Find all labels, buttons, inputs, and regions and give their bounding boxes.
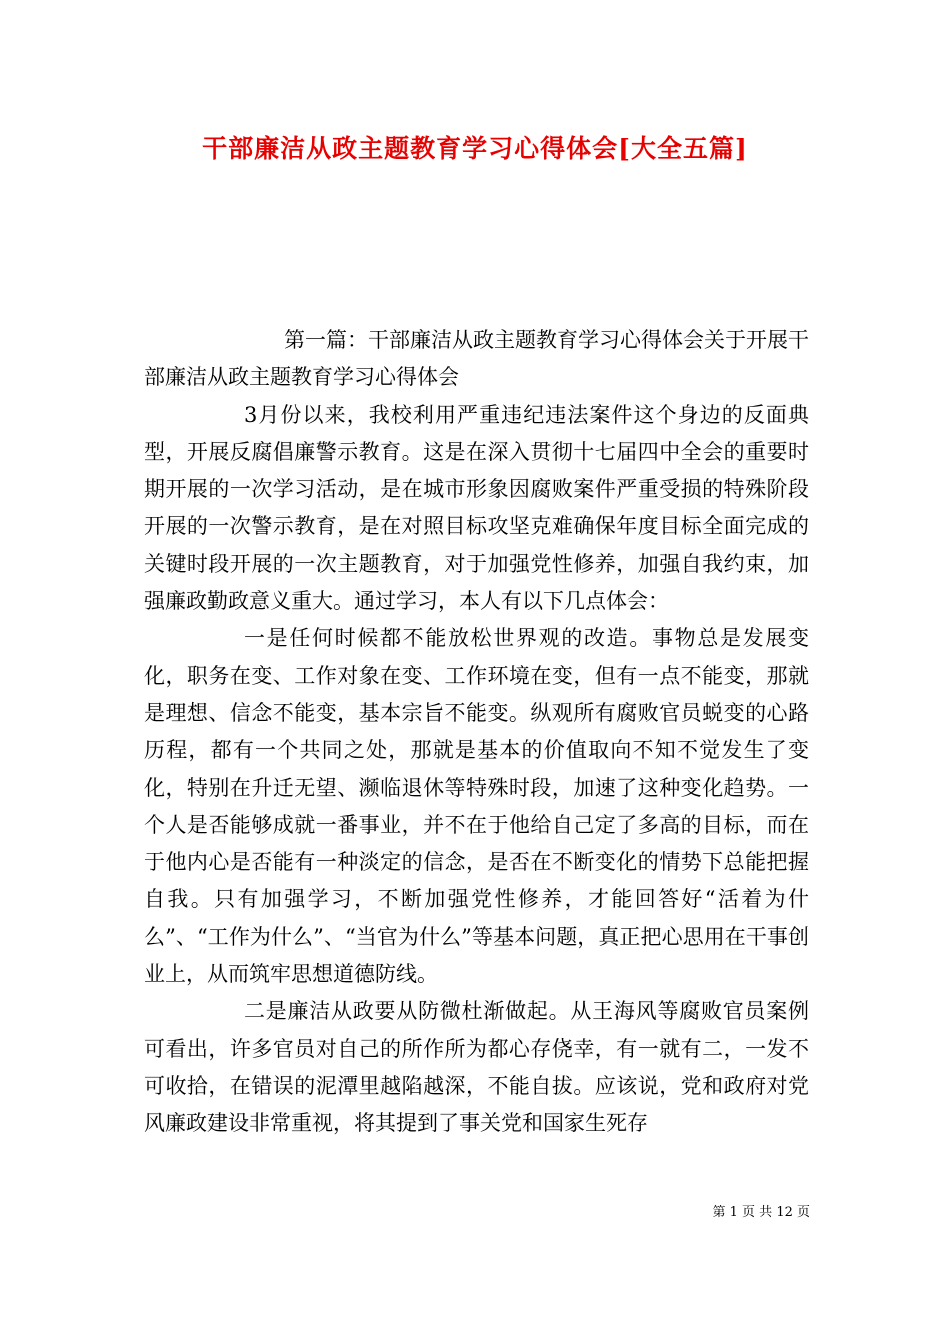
paragraph-point-two: 二是廉洁从政要从防微杜渐做起。从王海风等腐败官员案例可看出，许多官员对自己的所作所为都心存侥幸，有一就有二，一发不可收拾，在错误的泥潭里越陷越深，不能自拔。应该说，党和政府对党风廉政建设非常重视，将其提到了事关党和国家生死存 — [144, 999, 809, 1136]
paragraph-intro: 3月份以来，我校利用严重违纪违法案件这个身边的反面典型，开展反腐倡廉警示教育。这是在深入贯彻十七届四中全会的重要时期开展的一次学习活动，是在城市形象因腐败案件严重受损的特殊阶段开展的一次警示教育，是在对照目标攻坚克难确保年度目标全面完成的关键时段开展的一次主题教育，对于加强党性修养，加强自我约束，加强廉政勤政意义重大。通过学习，本人有以下几点体会： — [144, 402, 809, 614]
page-number: 第 1 页 共 12 页 — [712, 1205, 810, 1220]
document-title: 干部廉洁从政主题教育学习心得体会[大全五篇] — [202, 134, 748, 163]
document-body — [144, 322, 809, 1143]
paragraph-heading: 第一篇：干部廉洁从政主题教育学习心得体会关于开展干部廉洁从政主题教育学习心得体会 — [144, 328, 809, 390]
paragraph-point-one: 一是任何时候都不能放松世界观的改造。事物总是发展变化，职务在变、工作对象在变、工作环境在变，但有一点不能变，那就是理想、信念不能变，基本宗旨不能变。纵观所有腐败官员蜕变的心路历程，都有一个共同之处，那就是基本的价值取向不知不觉发生了变化，特别在升迁无望、濒临退休等特殊时段，加速了这种变化趋势。一个人是否能够成就一番事业，并不在于他给自己定了多高的目标，而在于他内心是否能有一种淡定的信念，是否在不断变化的情势下总能把握自我。只有加强学习，不断加强党性修养，才能回答好“活着为什么”、“工作为什么”、“当官为什么”等基本问题，真正把心思用在干事创业上，从而筑牢思想道德防线。 — [144, 626, 809, 987]
